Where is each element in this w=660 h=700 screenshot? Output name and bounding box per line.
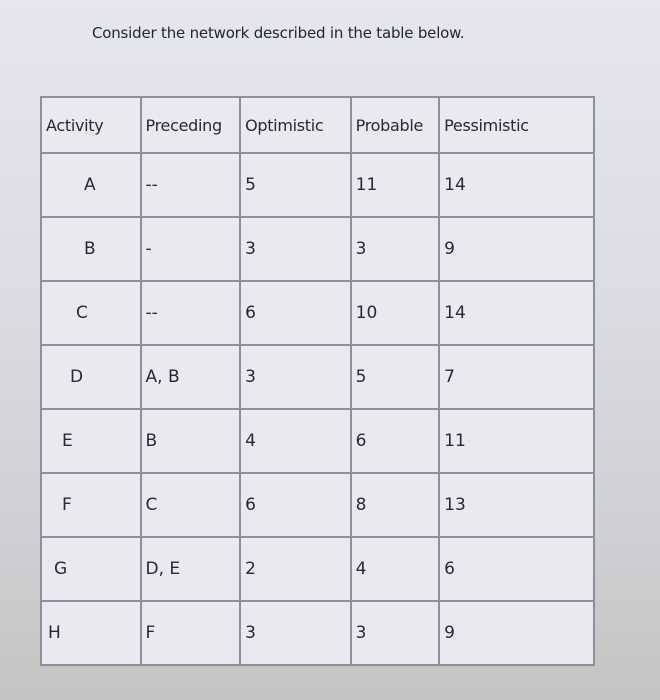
cell-preceding: -- [141,281,241,345]
cell-pessimistic: 9 [439,601,594,665]
cell-activity: A [41,153,141,217]
cell-optimistic: 6 [240,473,351,537]
header-row [41,97,594,153]
cell-probable: 6 [351,409,439,473]
header-activity: Activity [41,97,141,153]
cell-optimistic: 5 [240,153,351,217]
cell-pessimistic: 11 [439,409,594,473]
cell-optimistic: 3 [240,217,351,281]
cell-preceding: C [141,473,241,537]
cell-preceding: - [141,217,241,281]
cell-probable: 5 [351,345,439,409]
header-optimistic: Optimistic [240,97,351,153]
table-row [41,345,594,409]
cell-pessimistic: 13 [439,473,594,537]
table-header [41,97,594,153]
table-body [41,153,594,665]
table-row [41,473,594,537]
table-row [41,153,594,217]
cell-activity: B [41,217,141,281]
cell-probable: 10 [351,281,439,345]
cell-preceding: B [141,409,241,473]
cell-optimistic: 6 [240,281,351,345]
cell-probable: 3 [351,601,439,665]
cell-optimistic: 3 [240,601,351,665]
header-preceding: Preceding [141,97,241,153]
cell-activity: G [41,537,141,601]
cell-optimistic: 4 [240,409,351,473]
cell-activity: H [41,601,141,665]
network-table [40,96,595,666]
table-row [41,281,594,345]
cell-activity: E [41,409,141,473]
header-pessimistic: Pessimistic [439,97,594,153]
table-row [41,537,594,601]
cell-probable: 11 [351,153,439,217]
question-text: Consider the network described in the table below. [92,24,465,42]
cell-probable: 4 [351,537,439,601]
cell-pessimistic: 7 [439,345,594,409]
cell-activity: C [41,281,141,345]
cell-preceding: -- [141,153,241,217]
cell-probable: 8 [351,473,439,537]
header-probable: Probable [351,97,439,153]
cell-pessimistic: 14 [439,281,594,345]
table-row [41,217,594,281]
cell-pessimistic: 9 [439,217,594,281]
table-row [41,601,594,665]
cell-activity: F [41,473,141,537]
cell-preceding: F [141,601,241,665]
table-row [41,409,594,473]
cell-optimistic: 2 [240,537,351,601]
cell-preceding: D, E [141,537,241,601]
cell-activity: D [41,345,141,409]
cell-pessimistic: 14 [439,153,594,217]
cell-pessimistic: 6 [439,537,594,601]
cell-probable: 3 [351,217,439,281]
cell-optimistic: 3 [240,345,351,409]
cell-preceding: A, B [141,345,241,409]
